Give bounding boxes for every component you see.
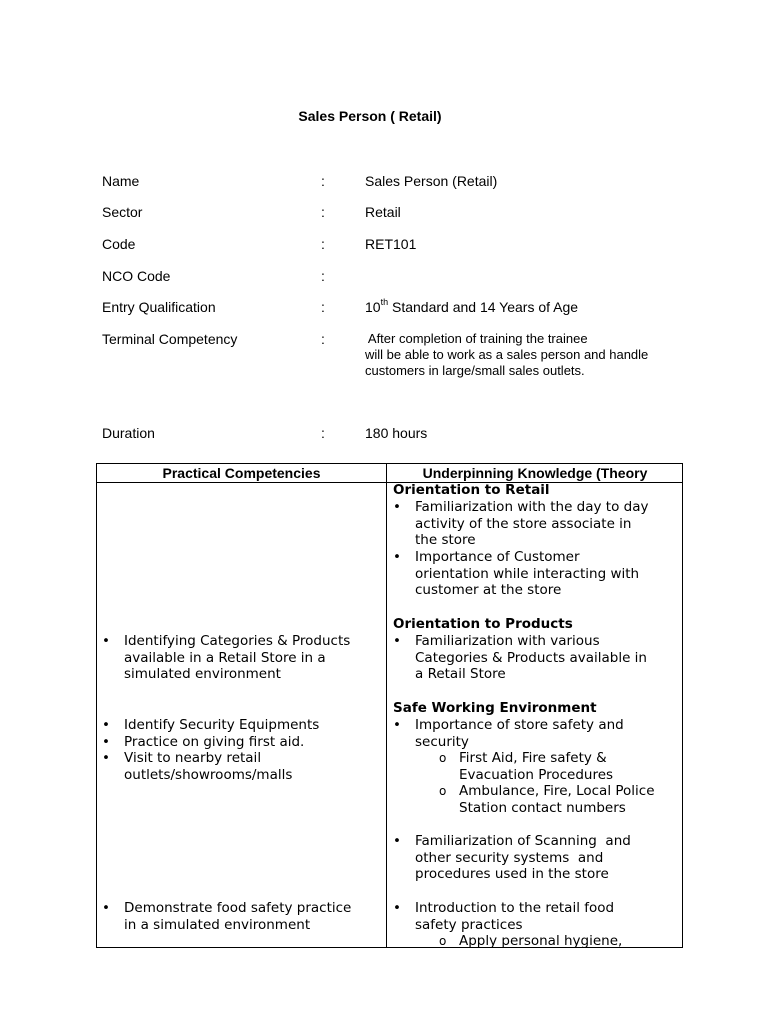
code-label: Code [102,236,136,252]
bullet-icon: • [393,833,401,849]
header-divider [97,482,682,483]
list-item-line: Importance of store safety and [415,717,624,733]
bullet-icon: • [102,717,110,733]
list-item-line: procedures used in the store [415,866,609,883]
name-value: Sales Person (Retail) [365,173,498,189]
list-item [393,549,640,599]
terminal-competency-colon: : [321,331,325,347]
list-item-line: safety practices [415,916,523,933]
bullet-icon: • [393,717,401,733]
list-item [393,633,647,683]
list-item-line: a Retail Store [415,666,506,683]
list-item [102,900,352,933]
code-colon: : [321,236,325,252]
list-item-line: Familiarization with various [415,633,600,649]
list-item-line: Visit to nearby retail [124,750,262,766]
list-item-line: simulated environment [124,666,281,683]
list-item-line: Categories & Products available in [415,649,647,666]
list-item [393,833,631,883]
list-item-line: orientation while interacting with [415,565,640,582]
entry-qualification-number: 10 [365,299,381,315]
bullet-icon: • [102,633,110,649]
duration-value: 180 hours [365,425,428,441]
list-item-line: Familiarization of Scanning and [415,833,631,849]
list-item-line: Apply personal hygiene, [459,933,623,949]
list-item [393,499,649,549]
list-item-line: Practice on giving first aid. [124,734,305,750]
bullet-icon: • [393,549,401,565]
list-item-line: customer at the store [415,582,562,599]
duration-label: Duration [102,425,155,441]
bullet-icon: • [102,734,110,750]
nco-code-label: NCO Code [102,268,171,284]
list-item-line: First Aid, Fire safety & [459,750,607,766]
list-item-line: Identifying Categories & Products [124,633,351,649]
sub-bullet-icon: o [439,751,447,765]
sub-list-item [439,933,623,950]
terminal-competency-label: Terminal Competency [102,331,238,347]
sub-bullet-icon: o [439,934,447,948]
entry-qualification-value [365,299,705,315]
list-item-line: Familiarization with the day to day [415,499,649,515]
list-item [102,717,320,734]
sub-bullet-icon: o [439,784,447,798]
duration-colon: : [321,425,325,441]
list-item-line: activity of the store associate in [415,515,632,532]
name-label: Name [102,173,140,189]
list-item-line: security [415,733,469,750]
list-item [393,900,615,933]
sub-list-item [439,783,655,816]
list-item-line: outlets/showrooms/malls [124,766,293,783]
list-item-line: Demonstrate food safety practice [124,900,352,916]
terminal-competency-line: After completion of training the trainee [365,331,588,346]
entry-qualification-colon: : [321,299,325,315]
list-item-line: Importance of Customer [415,549,580,565]
sub-list-item [439,750,614,783]
terminal-competency-value [365,331,705,379]
entry-qualification-superscript: th [380,297,389,308]
list-item-line: other security systems and [415,849,604,866]
list-item-line: Evacuation Procedures [459,766,614,783]
list-item [393,717,624,750]
entry-qualification-rest: Standard and 14 Years of Age [388,299,579,315]
orientation-retail-heading: Orientation to Retail [393,482,550,498]
code-value: RET101 [365,236,417,252]
name-colon: : [321,173,325,189]
bullet-icon: • [393,900,401,916]
bullet-icon: • [102,750,110,766]
list-item [102,633,351,683]
list-item-line: Station contact numbers [459,799,626,816]
bullet-icon: • [102,900,110,916]
list-item-line: Ambulance, Fire, Local Police [459,783,655,799]
orientation-products-heading: Orientation to Products [393,616,573,632]
list-item-line: Introduction to the retail food [415,900,615,916]
terminal-competency-line: will be able to work as a sales person and handle [365,347,649,362]
entry-qualification-label: Entry Qualification [102,299,216,315]
list-item-line: Identify Security Equipments [124,717,320,733]
column-divider [386,464,387,947]
list-item [102,750,293,783]
page-title: Sales Person ( Retail) [298,108,442,124]
list-item-line: available in a Retail Store in a [124,649,326,666]
list-item-line: the store [415,532,476,549]
list-item-line: in a simulated environment [124,916,311,933]
bullet-icon: • [393,499,401,515]
competency-table [96,463,683,948]
terminal-competency-line: customers in large/small sales outlets. [365,363,585,378]
list-item [102,734,305,751]
practical-competencies-header: Practical Competencies [162,465,321,481]
nco-code-colon: : [321,268,325,284]
safe-working-heading: Safe Working Environment [393,700,597,716]
sector-value: Retail [365,204,401,220]
underpinning-knowledge-header: Underpinning Knowledge (Theory [422,465,648,481]
bullet-icon: • [393,633,401,649]
sector-colon: : [321,204,325,220]
sector-label: Sector [102,204,143,220]
